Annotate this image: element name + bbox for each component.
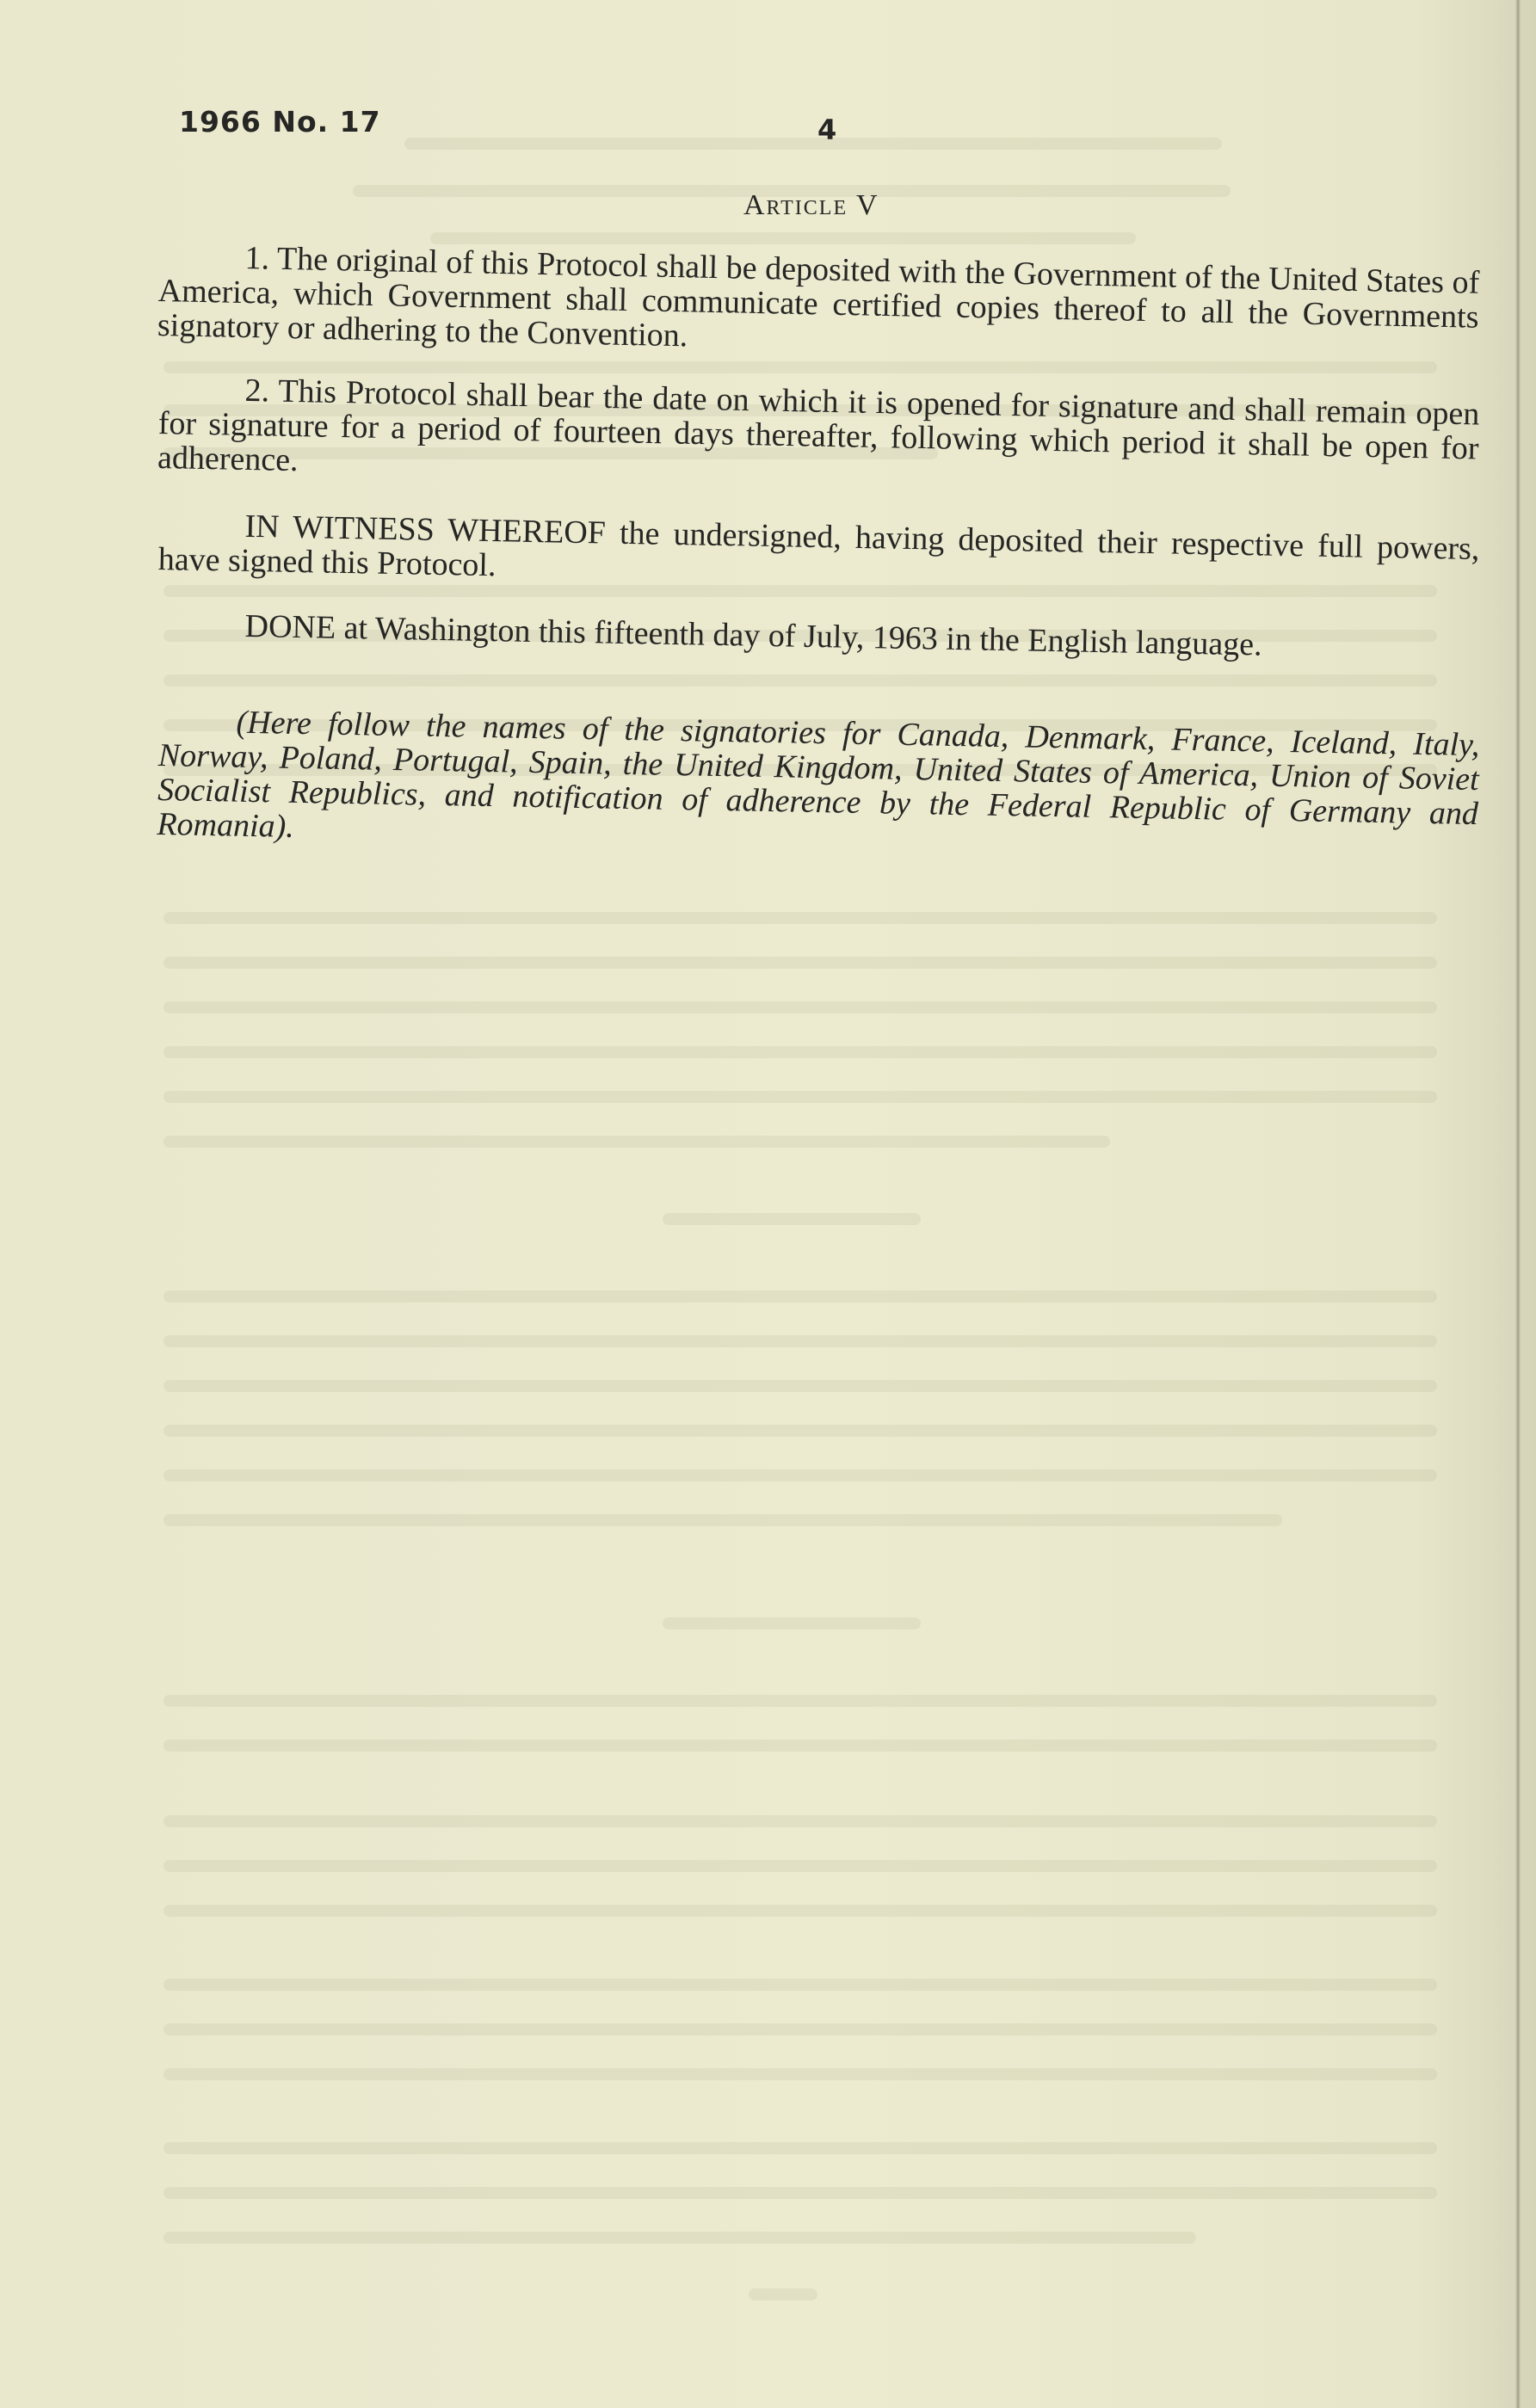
paragraph-1 (157, 239, 1480, 369)
paragraph-text: 1. The original of this Protocol shall be deposited with the Government of the United States of America, which Government shall communicate certified copies thereof to all the Governments signatory or adhering to the Convention. (157, 240, 1480, 354)
done-at-clause (158, 607, 1479, 666)
signatories-note (157, 704, 1480, 865)
running-head: 1966 No. 17 (179, 105, 381, 139)
page-number: 4 (817, 114, 837, 146)
done-at-text: DONE at Washington this fifteenth day of July, 1963 in the English language. (244, 607, 1262, 663)
witness-clause (158, 508, 1480, 600)
witness-text: IN WITNESS WHEREOF the undersigned, having deposited their respective full powers, have signed this Protocol. (157, 508, 1480, 584)
paragraph-text: 2. This Protocol shall bear the date on which it is opened for signature and shall remain open for signature for a period of fourteen days thereafter, following which period it shall be open for adherence. (157, 372, 1480, 479)
signatories-text: (Here follow the names of the signatories for Canada, Denmark, France, Iceland, Italy, Norway, Poland, Portugal, Spain, the United Kingdom, United States of America, Union of Soviet Socialist Republics, and notification of adherence by the Federal Republic of Germany and Romania). (157, 704, 1480, 845)
article-heading: Article V (743, 189, 879, 221)
paragraph-2 (157, 372, 1480, 500)
binding-edge (1515, 0, 1521, 2408)
